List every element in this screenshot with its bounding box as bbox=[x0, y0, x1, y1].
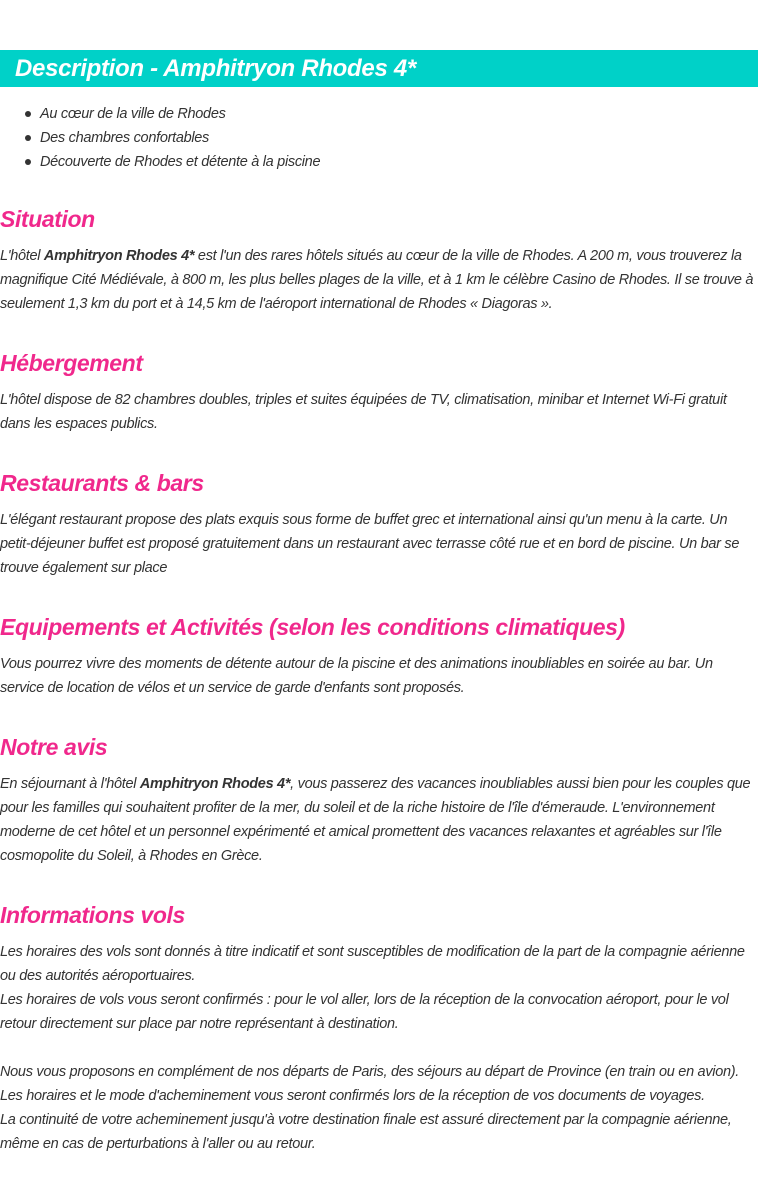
list-item bbox=[0, 126, 320, 150]
section-text-hebergement: L'hôtel dispose de 82 chambres doubles, triples et suites équipées de TV, climatisation, minibar et Internet Wi-Fi gratuit dans les espaces publics. bbox=[0, 392, 727, 432]
section-title-restaurants: Restaurants & bars bbox=[0, 470, 204, 496]
section-restaurants bbox=[0, 468, 758, 580]
description-banner bbox=[0, 50, 758, 87]
list-item bbox=[0, 102, 320, 126]
section-title-avis: Notre avis bbox=[0, 734, 108, 760]
section-situation bbox=[0, 204, 758, 316]
bullet-icon bbox=[25, 135, 31, 141]
bullet-icon bbox=[25, 111, 31, 117]
highlight-text: Découverte de Rhodes et détente à la piscine bbox=[40, 154, 321, 170]
section-title-situation: Situation bbox=[0, 206, 95, 232]
vols-text-2: Les horaires de vols vous seront confirmés : pour le vol aller, lors de la réception de la convocation aéroport, pour le vol retour directement sur place par notre représentant à destination. bbox=[0, 992, 729, 1032]
section-title-hebergement: Hébergement bbox=[0, 350, 143, 376]
vols-text-3: Nous vous proposons en complément de nos départs de Paris, des séjours au départ de Province (en train ou en avion). bbox=[0, 1064, 739, 1080]
vols-text-4: Les horaires et le mode d'acheminement vous seront confirmés lors de la réception de vos documents de voyages. bbox=[0, 1088, 705, 1104]
section-text-restaurants: L'élégant restaurant propose des plats exquis sous forme de buffet grec et international ainsi qu'un menu à la carte. Un petit-déjeuner buffet est proposé gratuitement dans un restaurant avec terrasse côté rue et en bord de piscine. Un bar se trouve également sur place bbox=[0, 512, 740, 576]
bullet-icon bbox=[25, 159, 31, 165]
section-hebergement bbox=[0, 348, 758, 436]
section-title-vols: Informations vols bbox=[0, 902, 185, 928]
list-item bbox=[0, 150, 320, 174]
vols-text-1: Les horaires des vols sont donnés à titre indicatif et sont susceptibles de modification de la part de la compagnie aérienne ou des autorités aéroportuaires. bbox=[0, 944, 745, 984]
page-title: Description - Amphitryon Rhodes 4* bbox=[15, 55, 416, 82]
section-title-equipements: Equipements et Activités (selon les conditions climatiques) bbox=[0, 614, 625, 640]
highlight-text: Des chambres confortables bbox=[40, 130, 209, 146]
highlights-list bbox=[0, 102, 320, 174]
section-text-avis: En séjournant à l'hôtel Amphitryon Rhodes 4*, vous passerez des vacances inoubliables aussi bien pour les couples que pour les familles qui souhaitent profiter de la mer, du soleil et de la riche histoire de l'île d'émeraude. L'environnement moderne de cet hôtel et un personnel expérimenté et amical promettent des vacances relaxantes et agréables sur l'île cosmopolite du Soleil, à Rhodes en Grèce. bbox=[0, 776, 751, 864]
highlight-text: Au cœur de la ville de Rhodes bbox=[40, 106, 226, 122]
hotel-name: Amphitryon Rhodes 4* bbox=[139, 776, 291, 792]
section-vols bbox=[0, 900, 758, 1156]
hotel-name: Amphitryon Rhodes 4* bbox=[43, 248, 195, 264]
section-equipements bbox=[0, 612, 758, 700]
section-text-situation: L'hôtel Amphitryon Rhodes 4* est l'un des rares hôtels situés au cœur de la ville de Rhodes. A 200 m, vous trouverez la magnifique Cité Médiévale, à 800 m, les plus belles plages de la ville, et à 1 km le célèbre Casino de Rhodes. Il se trouve à seulement 1,3 km du port et à 14,5 km de l'aéroport international de Rhodes « Diagoras ». bbox=[0, 248, 754, 312]
section-text-equipements: Vous pourrez vivre des moments de détente autour de la piscine et des animations inoubliables en soirée au bar. Un service de location de vélos et un service de garde d'enfants sont proposés. bbox=[0, 656, 713, 696]
section-avis bbox=[0, 732, 758, 868]
vols-text-5: La continuité de votre acheminement jusqu'à votre destination finale est assuré directement par la compagnie aérienne, même en cas de perturbations à l'aller ou au retour. bbox=[0, 1112, 732, 1152]
